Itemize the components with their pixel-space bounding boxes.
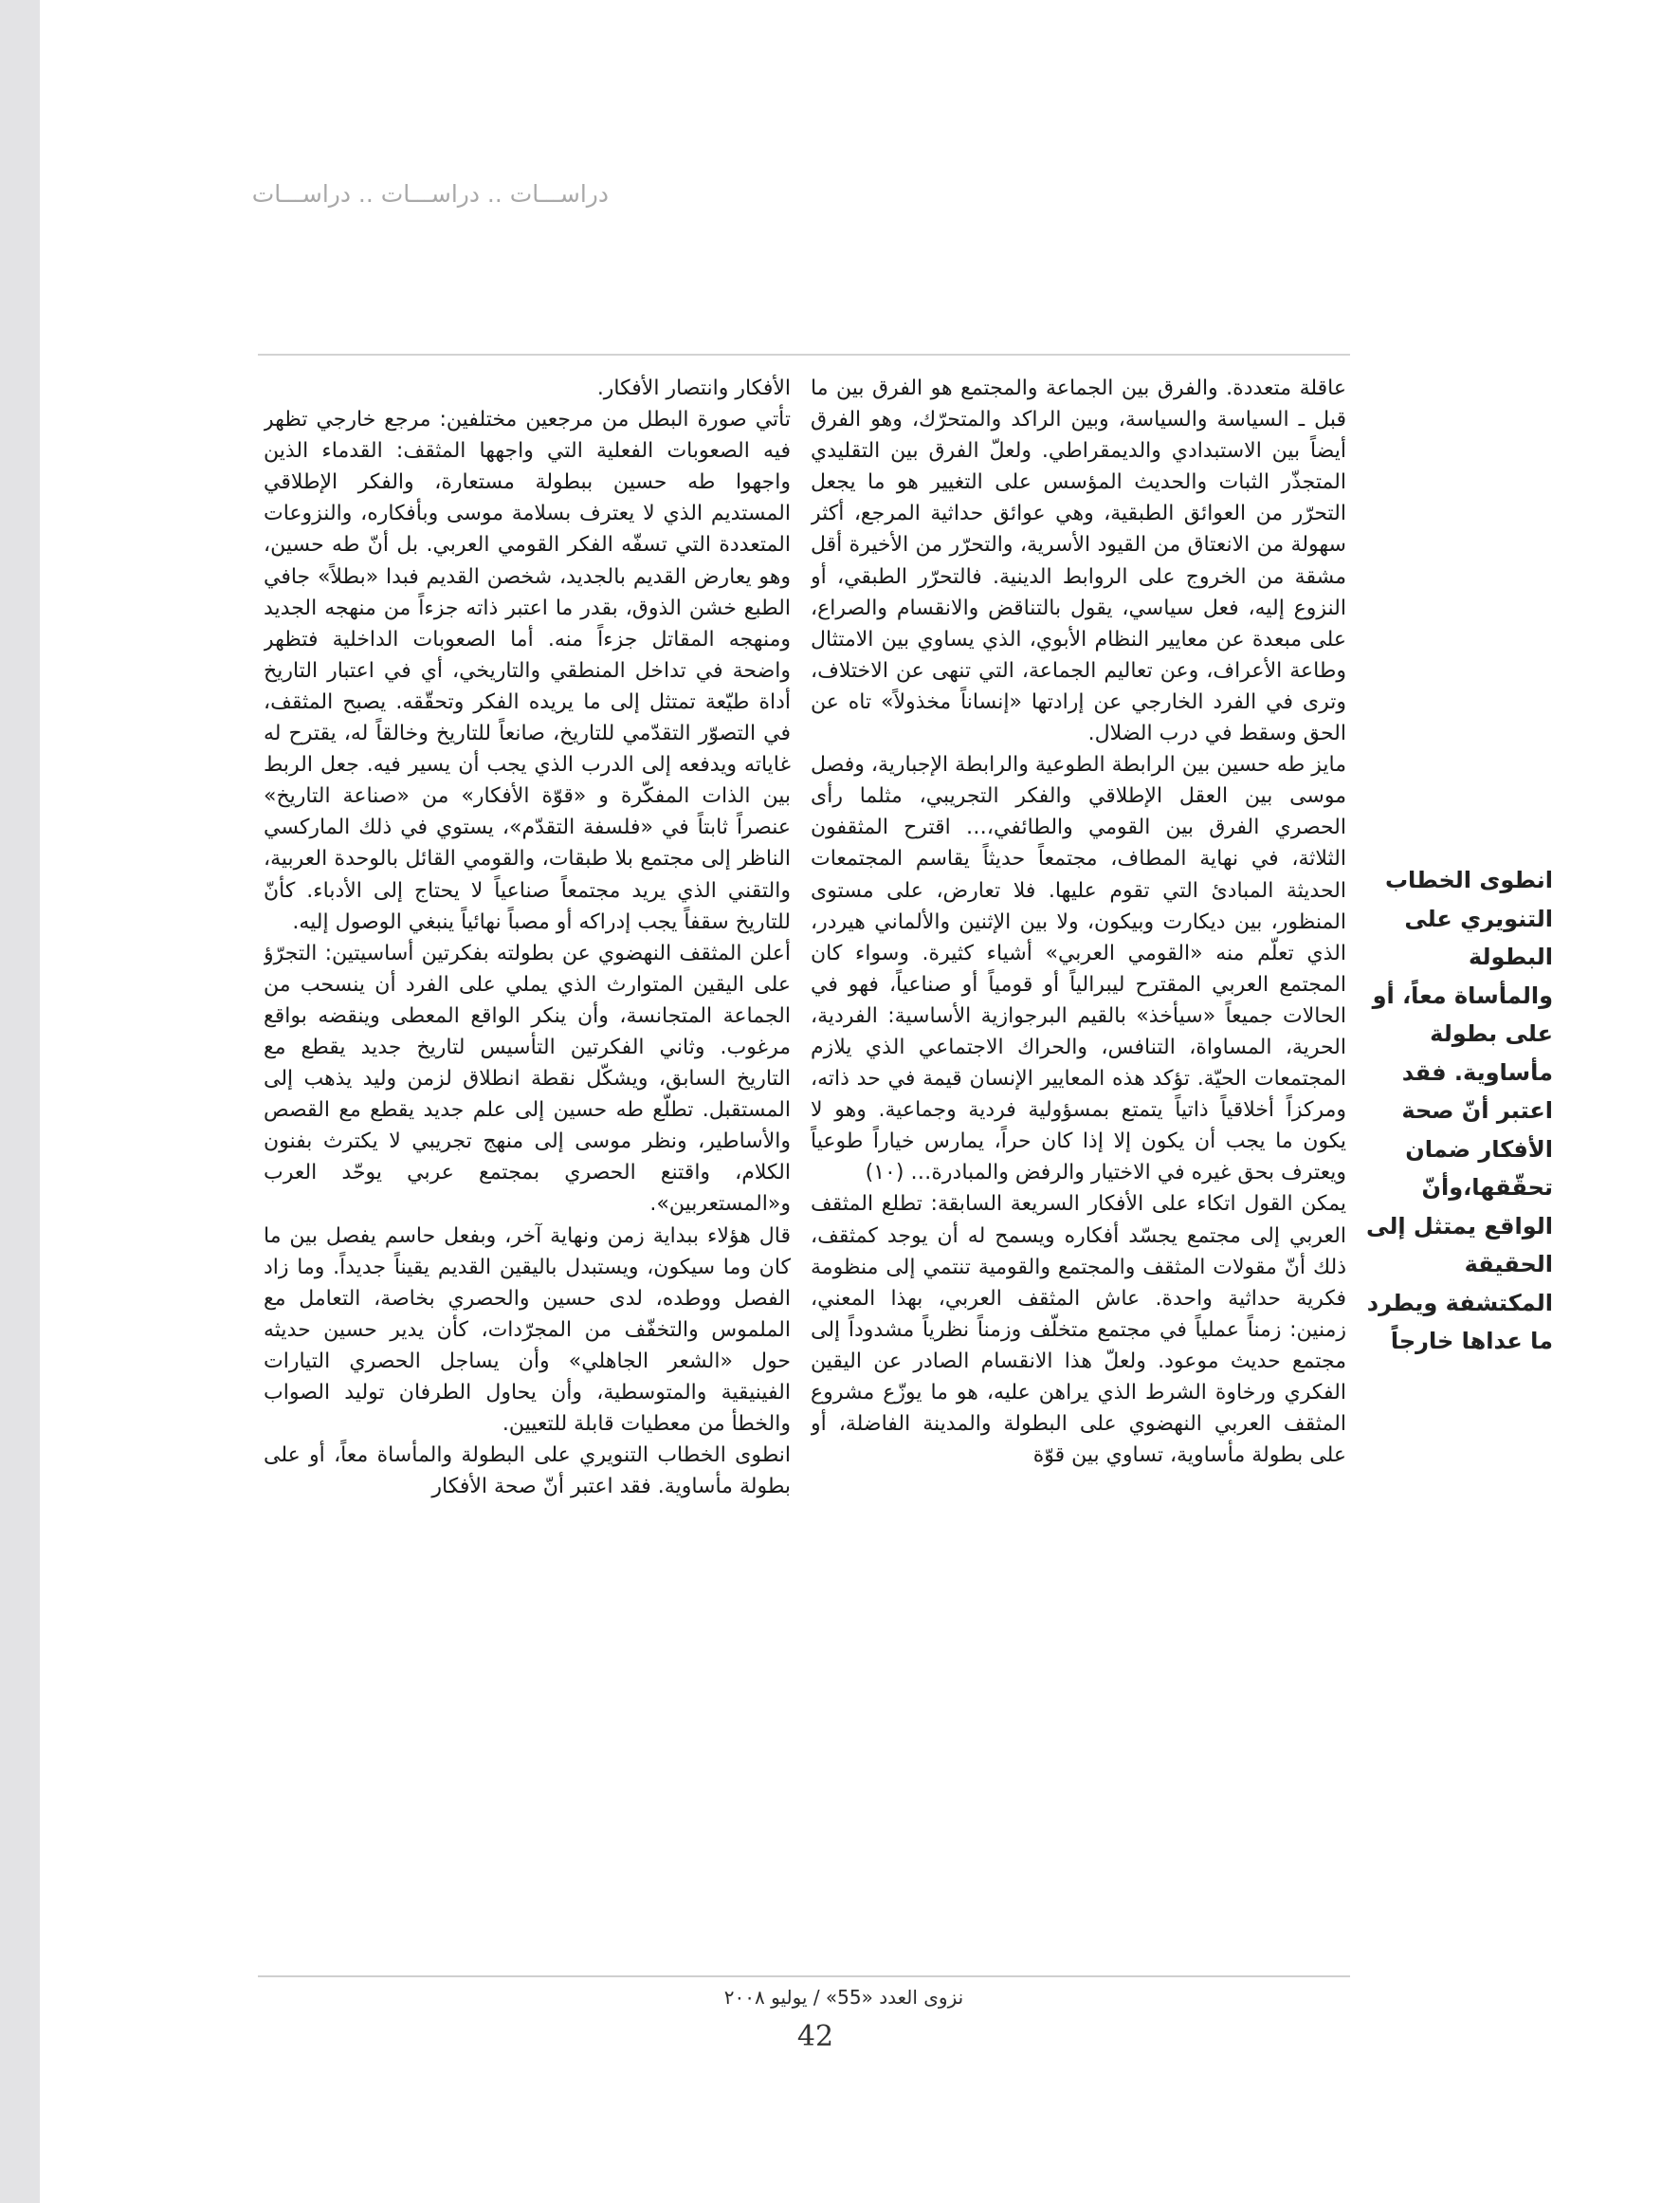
pull-quote: انطوى الخطاب التنويري على البطولة والمأساة معاً، أو على بطولة مأساوية. فقد اعتبر أنّ صحة الأفكار ضمان تحقّقها،وأنّ الواقع يمتثل إلى الحقيقة المكتشفة ويطرد ما عداها خارجاً (1366, 867, 1553, 1354)
footer-issue-label: نزوى العدد «55» / يوليو ٢٠٠٨ (723, 1986, 964, 2009)
paragraph: أعلن المثقف النهضوي عن بطولته بفكرتين أساسيتين: التجرّؤ على اليقين المتوارث الذي يملي على الفرد أن ينسحب من الجماعة المتجانسة، وأن ينكر الواقع المعطى وينقضه بواقع مرغوب. وثاني الفكرتين التأسيس لتاريخ جديد يقطع مع التاريخ السابق، ويشكّل نقطة انطلاق لزمن وليد يذهب إلى المستقبل. تطلّع طه حسين إلى علم جديد يقطع مع القصص والأساطير، ونظر موسى إلى منهج تجريبي لا يكترث بفنون الكلام، واقتنع الحصري بمجتمع عربي يوحّد العرب و«المستعربين». (264, 941, 791, 1217)
paragraph: انطوى الخطاب التنويري على البطولة والمأساة معاً، أو على بطولة مأساوية. فقد اعتبر أنّ صحة الأفكار (264, 1443, 791, 1499)
paragraph: تأتي صورة البطل من مرجعين مختلفين: مرجع خارجي تظهر فيه الصعوبات الفعلية التي واجهها المثقف: القدماء الذين واجهوا طه حسين ببطولة مستعارة، والفكر الإطلاقي المستديم الذي لا يعترف بسلامة موسى وبأفكاره، والنزوعات المتعددة التي تسفّه الفكر القومي العربي. بل أنّ طه حسين، وهو يعارض القديم بالجديد، شخصن القديم فبدا «بطلاً» جافي الطبع خشن الذوق، بقدر ما اعتبر ذاته جزءاً من منهجه الجديد ومنهجه المقاتل جزءاً منه. أما الصعوبات الداخلية فتظهر واضحة في تداخل المنطقي والتاريخي، أي في اعتبار التاريخ أداة طيّعة تمتثل إلى ما يريده الفكر وتحقّقه. يصبح المثقف، في التصوّر التقدّمي للتاريخ، صانعاً للتاريخ وخالقاً له، يقترح له غاياته ويدفعه إلى الدرب الذي يجب أن يسير فيه. جعل الربط بين الذات المفكّرة و «قوّة الأفكار» من «صناعة التاريخ» عنصراً ثابتاً في «فلسفة التقدّم»، يستوي في ذلك الماركسي الناظر إلى مجتمع بلا طبقات، والقومي القائل بالوحدة العربية، والتقني الذي يريد مجتمعاً صناعياً لا يحتاج إلى الأدباء. كأنّ للتاريخ سقفاً يجب إدراكه أو مصباً نهائياً ينبغي الوصول إليه. (264, 408, 791, 934)
section-header: دراســـات .. دراســـات .. دراســـات (251, 180, 609, 208)
paragraph: عاقلة متعددة. والفرق بين الجماعة والمجتمع هو الفرق بين ما قبل ـ السياسة والسياسة، وبين الراكد والمتحرّك، وهو الفرق أيضاً بين الاستبدادي والديمقراطي. ولعلّ الفرق بين التقليدي المتجذّر الثبات والحديث المؤسس على التغيير هو ما يجعل التحرّر من العوائق الطبقية، وهي عوائق حداثية المرجع، أكثر سهولة من الانعتاق من القيود الأسرية، والتحرّر من الأخيرة أقل مشقة من الخروج على الروابط الدينية. فالتحرّر الطبقي، أو النزوع إليه، فعل سياسي، يقول بالتناقض والانقسام والصراع، على مبعدة عن معايير النظام الأبوي، الذي يساوي بين الامتثال وطاعة الأعراف، وعن تعاليم الجماعة، التي تنهى عن الاختلاف، وترى في الفرد الخارجي عن إرادتها «إنساناً مخذولاً» تاه عن الحق وسقط في درب الضلال. (811, 376, 1346, 746)
paragraph: الأفكار وانتصار الأفكار. (596, 376, 791, 400)
text-column-left (264, 373, 791, 1966)
page-margin-band (0, 0, 40, 2203)
text-column-right (811, 373, 1346, 1966)
paragraph: مايز طه حسين بين الرابطة الطوعية والرابطة الإجبارية، وفصل موسى بين العقل الإطلاقي والفكر التجريبي، مثلما رأى الحصري الفرق بين القومي والطائفي،… اقترح المثقفون الثلاثة، في نهاية المطاف، مجتمعاً حديثاً يقاسم المجتمعات الحديثة المبادئ التي تقوم عليها. فلا تعارض، على مستوى المنظور، بين ديكارت وبيكون، ولا بين الإثنين والألماني هيردر، الذي تعلّم منه «القومي العربي» أشياء كثيرة. وسواء كان المجتمع العربي المقترح ليبرالياً أو قومياً أو صناعياً، فهو في الحالات جميعاً «سيأخذ» بالقيم البرجوازية الأساسية: الفردية، الحرية، المساواة، التنافس، والحراك الاجتماعي الذي يلازم المجتمعات الحيّة. تؤكد هذه المعايير الإنسان قيمة في حد ذاته، ومركزاً أخلاقياً ذاتياً يتمتع بمسؤولية فردية وجماعية. وهو لا يكون ما يجب أن يكون إلا إذا كان حراً، يمارس خياراً طوعياً ويعترف بحق غيره في الاختيار والرفض والمبادرة… (١٠) (811, 753, 1346, 1185)
paragraph: قال هؤلاء ببداية زمن ونهاية آخر، وبفعل حاسم يفصل بين ما كان وما سيكون، ويستبدل باليقين القديم يقيناً جديداً. وما زاد الفصل ووطده، لدى حسين والحصري بخاصة، التعامل مع الملموس والتخفّف من المجرّدات، كأن يدير حسين حديثه حول «الشعر الجاهلي» وأن يساجل الحصري التيارات الفينيقية والمتوسطية، وأن يحاول الطرفان توليد الصواب والخطأ من معطيات قابلة للتعيين. (264, 1223, 791, 1437)
header-divider (258, 354, 1350, 356)
footer-divider (258, 1975, 1350, 1977)
page-number: 42 (796, 2020, 834, 2053)
paragraph: يمكن القول اتكاء على الأفكار السريعة السابقة: تطلع المثقف العربي إلى مجتمع يجسّد أفكاره ويسمح له أن يوجد كمثقف، ذلك أنّ مقولات المثقف والمجتمع والقومية تنتمي إلى منظومة فكرية حداثية واحدة. عاش المثقف العربي، بهذا المعني، زمنين: زمناً عملياً في مجتمع متخلّف وزمناً نظرياً مشدوداً إلى مجتمع حديث موعود. ولعلّ هذا الانقسام الصادر عن اليقين الفكري ورخاوة الشرط الذي يراهن عليه، هو ما يوزّع مشروع المثقف العربي النهضوي على البطولة والمدينة الفاضلة، أو على بطولة مأساوية، تساوي بين قوّة (811, 1192, 1346, 1468)
